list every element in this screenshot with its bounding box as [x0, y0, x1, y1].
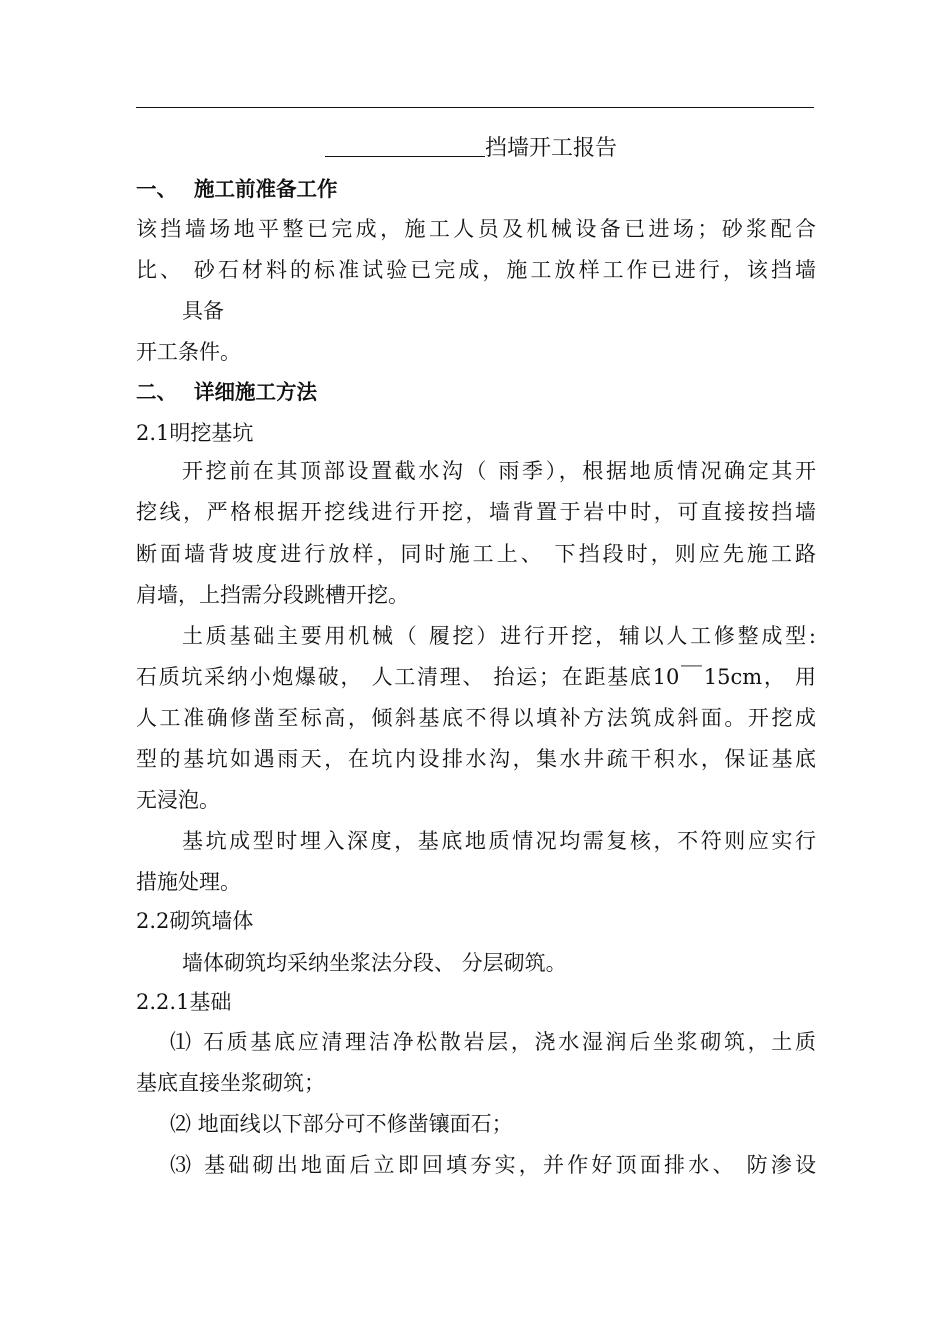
paragraph-line: 肩墙，上挡需分段跳槽开挖。 [136, 583, 409, 607]
title-blank [325, 134, 485, 157]
list-item: ⑴ 石质基底应清理洁净松散岩层，浇水湿润后坐浆砌筑，土质 [170, 1030, 816, 1054]
subsection-heading: 2.2砌筑墙体 [136, 909, 254, 933]
section-number: 二、 [136, 380, 177, 404]
paragraph-line: 基坑成型时埋入深度，基底地质情况均需复核，不符则应实行 [182, 829, 816, 853]
section-number: 一、 [136, 177, 177, 201]
report-title [325, 134, 950, 164]
section-heading-1 [136, 174, 816, 204]
list-item: ⑶ 基础砌出地面后立即回填夯实，并作好顶面排水、 防渗设 [170, 1153, 816, 1177]
section-title: 详细施工方法 [194, 380, 317, 404]
paragraph-line: 断面墙背坡度进行放样，同时施工上、 下挡段时，则应先施工路 [136, 542, 816, 566]
section-heading-2 [136, 377, 816, 407]
paragraph-line: 措施处理。 [136, 870, 241, 894]
title-text: 挡墙开工报告 [485, 136, 618, 161]
header-rule [136, 107, 814, 108]
paragraph-line: 具备 [182, 299, 224, 323]
paragraph-line: 型的基坑如遇雨天，在坑内设排水沟，集水井疏干积水，保证基底 [136, 747, 816, 771]
paragraph-line: 无浸泡。 [136, 788, 220, 812]
paragraph-line: 土质基础主要用机械（ 履挖）进行开挖，辅以人工修整成型: [182, 624, 816, 648]
paragraph-line: 挖线，严格根据开挖线进行开挖，墙背置于岩中时，可直接按挡墙 [136, 500, 816, 524]
paragraph-line: 基底直接坐浆砌筑； [136, 1071, 325, 1095]
section-title: 施工前准备工作 [194, 177, 338, 201]
paragraph-line: 比、 砂石材料的标准试验已完成，施工放样工作已进行，该挡墙 [136, 258, 816, 282]
paragraph-line: 开挖前在其顶部设置截水沟（ 雨季），根据地质情况确定其开 [182, 459, 816, 483]
paragraph-line: 石质坑采纳小炮爆破， 人工清理、 抬运；在距基底10￣15cm， 用 [136, 665, 816, 689]
paragraph-line: 墙体砌筑均采纳坐浆法分段、 分层砌筑。 [182, 951, 567, 975]
paragraph-line: 开工条件。 [136, 340, 241, 364]
subsection-heading: 2.1明挖基坑 [136, 421, 254, 445]
paragraph-line: 该挡墙场地平整已完成，施工人员及机械设备已进场；砂浆配合 [136, 217, 816, 241]
paragraph-line: 人工准确修凿至标高，倾斜基底不得以填补方法筑成斜面。开挖成 [136, 706, 816, 730]
subsection-heading: 2.2.1基础 [136, 990, 232, 1014]
list-item: ⑵ 地面线以下部分可不修凿镶面石； [170, 1112, 513, 1136]
